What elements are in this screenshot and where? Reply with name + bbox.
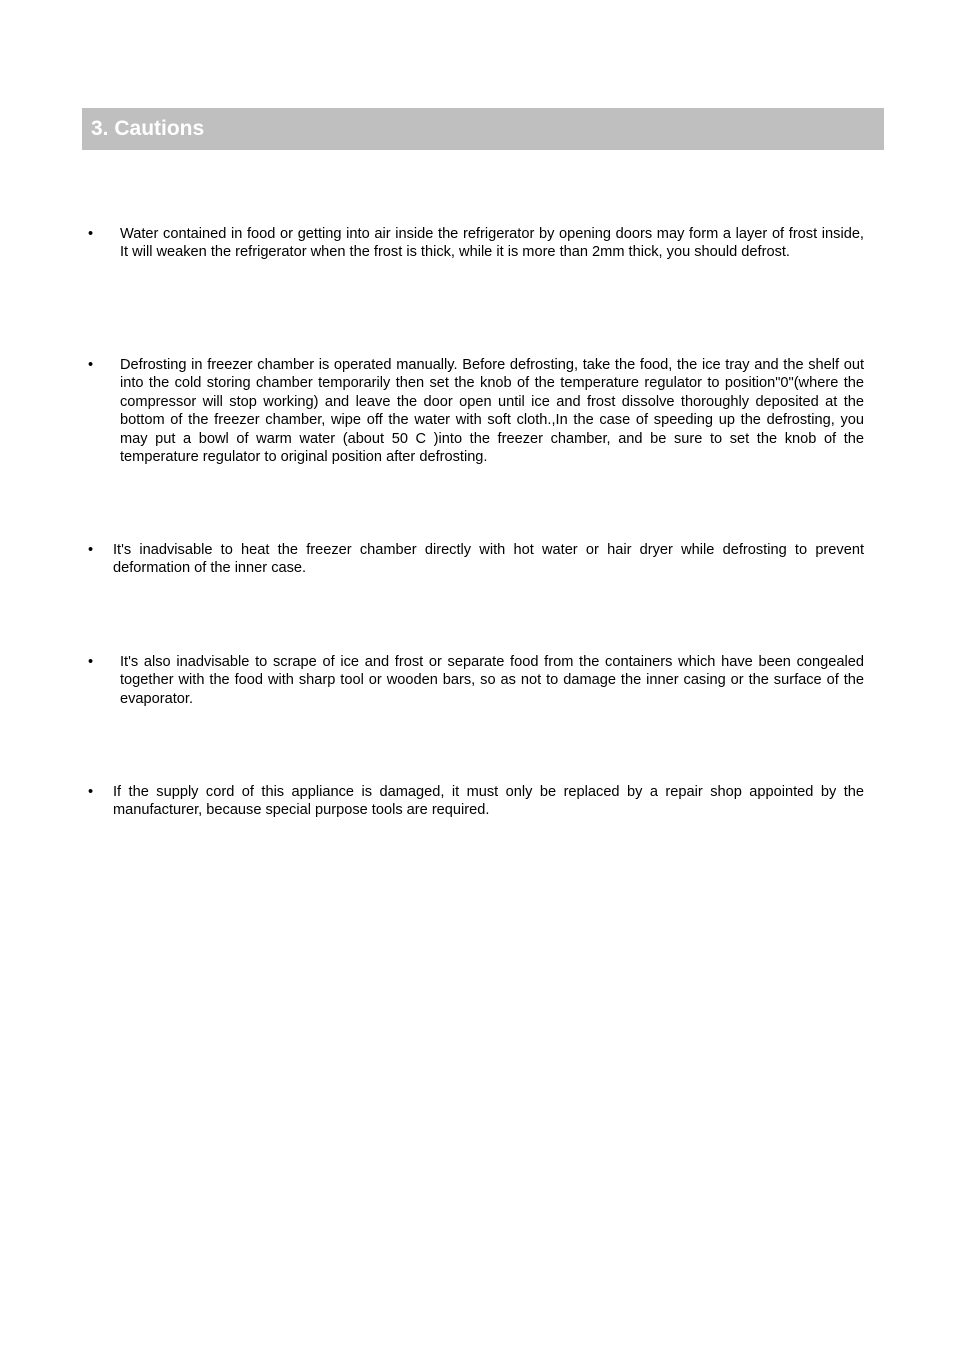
- caution-item: [88, 541, 864, 578]
- caution-text: If the supply cord of this appliance is damaged, it must only be replaced by a repair shop appointed by the manufacturer, because special purpose tools are required.: [113, 784, 864, 819]
- caution-text: Defrosting in freezer chamber is operated manually. Before defrosting, take the food, the ice tray and the shelf out into the cold storing chamber temporarily then set the knob of the temperature regulator to position"0"(where the compressor will stop working) and leave the door open until ice and frost dissolve thoroughly deposited at the bottom of the freezer chamber, wipe off the water with soft cloth.,In the case of speeding up the defrosting, you may put a bowl of warm water (about 50 C )into the freezer chamber, and be sure to set the knob of the temperature regulator to original position after defrosting.: [120, 357, 864, 466]
- bullet-icon: •: [88, 654, 94, 670]
- bullet-icon: •: [88, 226, 94, 242]
- section-header: [82, 108, 884, 150]
- caution-text: It's inadvisable to heat the freezer chamber directly with hot water or hair dryer while defrosting to prevent deformation of the inner case.: [113, 542, 864, 577]
- caution-item: [88, 783, 864, 820]
- section-title: 3. Cautions: [91, 117, 205, 140]
- bullet-icon: •: [88, 357, 94, 373]
- caution-text: Water contained in food or getting into air inside the refrigerator by opening doors may form a layer of frost inside, It will weaken the refrigerator when the frost is thick, while it is more than 2mm thick, you should defrost.: [120, 226, 864, 261]
- caution-item: [88, 653, 864, 708]
- caution-text: It's also inadvisable to scrape of ice and frost or separate food from the containers which have been congealed together with the food with sharp tool or wooden bars, so as not to damage the inner casing or the surface of the evaporator.: [120, 654, 864, 707]
- bullet-icon: •: [88, 542, 94, 558]
- caution-item: [88, 356, 864, 466]
- caution-item: [88, 225, 864, 262]
- bullet-icon: •: [88, 784, 94, 800]
